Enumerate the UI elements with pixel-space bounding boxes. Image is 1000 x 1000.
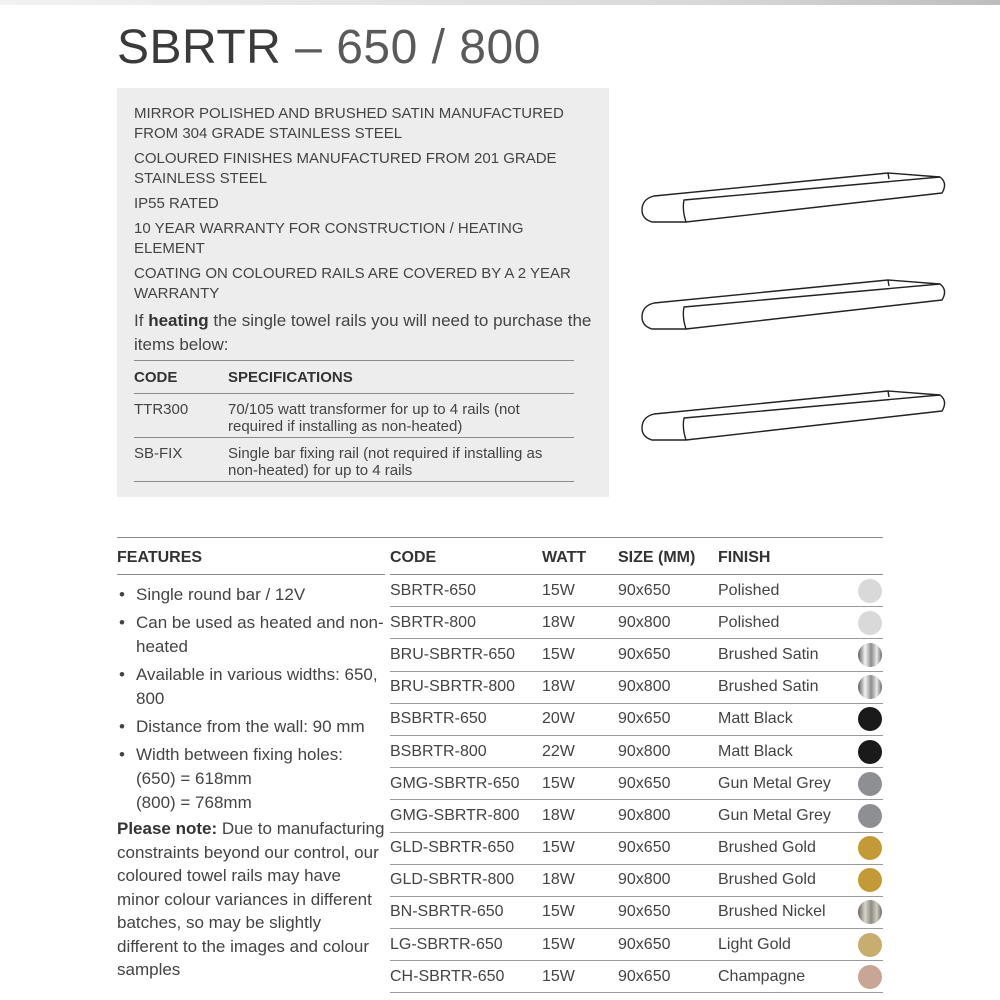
feature-item: • Can be used as heated and non-heated: [117, 611, 385, 659]
finish-swatch: [858, 579, 882, 603]
finish-swatch: [858, 675, 882, 699]
product-code: SBRTR-650: [390, 581, 476, 599]
product-watt: 15W: [542, 839, 575, 857]
product-row: [390, 672, 883, 704]
product-finish: Gun Metal Grey: [718, 806, 831, 824]
feature-item: • Available in various widths: 650, 800: [117, 663, 385, 711]
finish-swatch: [858, 643, 882, 667]
product-watt: 18W: [542, 678, 575, 696]
features-section: [117, 547, 385, 982]
title-sizes: 650 / 800: [336, 21, 541, 74]
features-heading: FEATURES: [117, 547, 385, 575]
product-size: 90x650: [618, 581, 671, 599]
product-finish: Brushed Satin: [718, 678, 819, 696]
finish-swatch: [858, 868, 882, 892]
note-text: Due to manufacturing constraints beyond our control, our coloured towel rails may have minor colour variances in different batches, so may be slightly different to the images and colour samples: [117, 819, 385, 979]
accessories-table: [134, 360, 574, 482]
features-list: [117, 583, 385, 815]
product-watt: 22W: [542, 742, 575, 760]
specification-panel: [117, 88, 609, 497]
finish-swatch: [858, 836, 882, 860]
product-row: [390, 607, 883, 639]
product-size: 90x650: [618, 839, 671, 857]
code-column-header: CODE: [390, 549, 437, 566]
spec-line-rating: IP55 RATED: [134, 195, 219, 212]
product-watt: 15W: [542, 645, 575, 663]
product-watt: 18W: [542, 871, 575, 889]
title-dash: –: [295, 21, 323, 74]
accessories-spec-header: SPECIFICATIONS: [228, 361, 574, 394]
accessories-header-row: [134, 361, 574, 394]
product-finish: Champagne: [718, 967, 806, 985]
top-decorative-bar: [0, 0, 1000, 5]
spec-line-coating: COATING ON COLOURED RAILS ARE COVERED BY A 2 YEAR WARRANTY: [134, 265, 571, 302]
finish-swatch: [858, 611, 882, 635]
spec-line-warranty: 10 YEAR WARRANTY FOR CONSTRUCTION / HEATING ELEMENT: [134, 220, 524, 257]
page-title: [117, 20, 541, 75]
finish-column-header: FINISH: [718, 549, 771, 566]
product-finish: Brushed Gold: [718, 871, 816, 889]
product-size: 90x650: [618, 645, 671, 663]
product-finish: Matt Black: [718, 742, 793, 760]
product-size: 90x800: [618, 678, 671, 696]
product-code: LG-SBRTR-650: [390, 935, 503, 953]
product-size: 90x800: [618, 871, 671, 889]
note-label: Please note:: [117, 819, 218, 838]
product-watt: 15W: [542, 967, 575, 985]
towel-rail-drawing: [642, 173, 945, 222]
product-row: [390, 833, 883, 865]
product-watt: 15W: [542, 581, 575, 599]
spec-line-material: MIRROR POLISHED AND BRUSHED SATIN MANUFACTURED FROM 304 GRADE STAINLESS STEEL: [134, 105, 564, 142]
title-model: SBRTR: [117, 21, 282, 74]
product-row: [390, 929, 883, 961]
product-row: [390, 736, 883, 768]
product-watt: 18W: [542, 613, 575, 631]
product-row: [390, 961, 883, 993]
product-finish: Brushed Gold: [718, 839, 816, 857]
finish-swatch: [858, 740, 882, 764]
colour-note: [117, 817, 385, 982]
product-row: [390, 575, 883, 607]
finish-swatch: [858, 772, 882, 796]
product-finish: Matt Black: [718, 710, 793, 728]
finish-swatch: [858, 965, 882, 989]
finish-swatch: [858, 933, 882, 957]
product-watt: 15W: [542, 935, 575, 953]
fixing-holes-650: (650) = 618mm: [136, 769, 252, 788]
product-table-header: [390, 547, 883, 575]
product-code: BRU-SBRTR-650: [390, 645, 516, 663]
product-size: 90x650: [618, 710, 671, 728]
product-code: GLD-SBRTR-650: [390, 839, 515, 857]
product-code: BRU-SBRTR-800: [390, 678, 516, 696]
product-code: BN-SBRTR-650: [390, 903, 504, 921]
towel-rail-illustrations: [636, 165, 956, 455]
product-finish: Light Gold: [718, 935, 791, 953]
feature-fixing-holes: Width between fixing holes:: [136, 745, 343, 764]
product-code: GMG-SBRTR-800: [390, 806, 520, 824]
product-finish: Brushed Satin: [718, 645, 819, 663]
feature-item: • Distance from the wall: 90 mm: [117, 715, 385, 739]
heating-intro: [134, 309, 593, 357]
product-code: BSBRTR-650: [390, 710, 487, 728]
product-watt: 15W: [542, 903, 575, 921]
accessory-spec: 70/105 watt transformer for up to 4 rails (not required if installing as non-heated): [228, 394, 574, 438]
product-code: CH-SBRTR-650: [390, 967, 505, 985]
product-code: SBRTR-800: [390, 613, 476, 631]
product-row: [390, 865, 883, 897]
product-watt: 15W: [542, 774, 575, 792]
product-size: 90x650: [618, 967, 671, 985]
product-row: [390, 704, 883, 736]
watt-column-header: WATT: [542, 549, 587, 566]
intro-bold: heating: [148, 311, 209, 330]
product-row: [390, 897, 883, 929]
intro-pre: If: [134, 311, 144, 330]
towel-rail-drawing: [642, 391, 945, 440]
accessory-code: SB-FIX: [134, 438, 228, 482]
fixing-holes-800: (800) = 768mm: [136, 793, 252, 812]
product-size: 90x650: [618, 774, 671, 792]
accessory-code: TTR300: [134, 394, 228, 438]
product-size: 90x800: [618, 613, 671, 631]
accessories-row: [134, 438, 574, 482]
feature-item: [117, 743, 385, 815]
finish-swatch: [858, 804, 882, 828]
product-finish: Polished: [718, 581, 780, 599]
product-table: [390, 547, 883, 993]
product-code: GLD-SBRTR-800: [390, 871, 515, 889]
accessory-spec: Single bar fixing rail (not required if installing as non-heated) for up to 4 rails: [228, 438, 574, 482]
product-row: [390, 768, 883, 800]
feature-item: • Single round bar / 12V: [117, 583, 385, 607]
section-divider: [117, 537, 883, 538]
accessories-code-header: CODE: [134, 361, 228, 394]
product-size: 90x650: [618, 903, 671, 921]
product-size: 90x800: [618, 742, 671, 760]
product-code: GMG-SBRTR-650: [390, 774, 520, 792]
finish-swatch: [858, 707, 882, 731]
product-code: BSBRTR-800: [390, 742, 487, 760]
product-size: 90x800: [618, 806, 671, 824]
size-column-header: SIZE (MM): [618, 549, 696, 566]
product-finish: Polished: [718, 613, 780, 631]
product-row: [390, 639, 883, 671]
finish-swatch: [858, 900, 882, 924]
product-rows: [390, 575, 883, 993]
product-watt: 20W: [542, 710, 575, 728]
product-size: 90x650: [618, 935, 671, 953]
product-finish: Brushed Nickel: [718, 903, 826, 921]
accessories-row: [134, 394, 574, 438]
towel-rail-drawing: [642, 280, 945, 329]
product-watt: 18W: [542, 806, 575, 824]
product-row: [390, 800, 883, 832]
spec-line-coloured: COLOURED FINISHES MANUFACTURED FROM 201 GRADE STAINLESS STEEL: [134, 150, 557, 187]
product-finish: Gun Metal Grey: [718, 774, 831, 792]
intro-post: the single towel rails you will need to purchase the items below:: [134, 311, 592, 354]
